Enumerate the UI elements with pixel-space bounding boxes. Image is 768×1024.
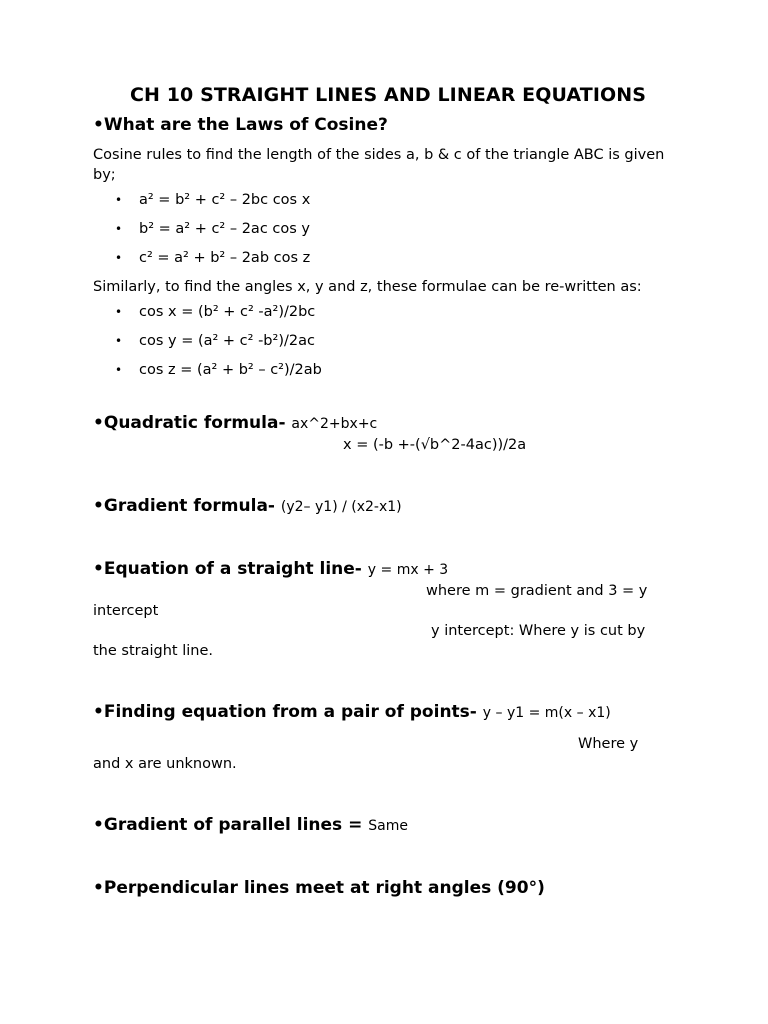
parallel-section: [93, 814, 673, 837]
straight-line-note2a: y intercept: Where y is cut by: [431, 623, 646, 639]
cosine-heading: •What are the Laws of Cosine?: [93, 115, 388, 135]
perpendicular-section: [93, 877, 673, 899]
straight-line-heading: [93, 558, 673, 581]
gradient-heading-label: •Gradient formula-: [93, 496, 275, 516]
perpendicular-heading: •Perpendicular lines meet at right angles (90°): [93, 878, 545, 898]
gradient-formula: (y2– y1) / (x2-x1): [280, 499, 402, 515]
quadratic-heading-label: •Quadratic formula-: [93, 413, 286, 433]
quadratic-solution: x = (-b +-(√b^2-4ac))/2a: [343, 437, 527, 453]
pair-points-note-a: Where y: [578, 736, 639, 752]
pair-points-heading-label: •Finding equation from a pair of points-: [93, 702, 477, 722]
pair-points-note-b: and x are unknown.: [93, 756, 237, 772]
angle-rules-list: [93, 302, 673, 380]
pair-points-formula: y – y1 = m(x – x1): [482, 705, 611, 721]
cosine-rules-list: [93, 190, 673, 268]
parallel-heading: [93, 814, 673, 837]
gradient-heading: [93, 495, 673, 518]
quadratic-section: [93, 412, 673, 455]
angles-intro: Similarly, to find the angles x, y and z, these formulae can be re-written as:: [93, 279, 642, 295]
straight-line-formula: y = mx + 3: [367, 562, 449, 578]
list-item: • cos y = (a² + c² -b²)/2ac: [93, 331, 673, 351]
list-item: • a² = b² + c² – 2bc cos x: [93, 190, 673, 210]
straight-line-heading-label: •Equation of a straight line-: [93, 559, 362, 579]
parallel-value: Same: [368, 818, 408, 834]
list-item: • cos z = (a² + b² – c²)/2ab: [93, 360, 673, 380]
straight-line-note1a: where m = gradient and 3 = y: [426, 583, 648, 599]
gradient-section: [93, 495, 673, 518]
quadratic-heading: [93, 412, 673, 435]
document-page: [93, 84, 673, 899]
pair-points-heading: [93, 701, 673, 724]
cosine-intro: Cosine rules to find the length of the sides a, b & c of the triangle ABC is given by;: [93, 147, 665, 183]
parallel-heading-label: •Gradient of parallel lines =: [93, 815, 363, 835]
straight-line-note1b: intercept: [93, 603, 159, 619]
pair-points-section: [93, 701, 673, 774]
list-item: • cos x = (b² + c² -a²)/2bc: [93, 302, 673, 322]
list-item: • b² = a² + c² – 2ac cos y: [93, 219, 673, 239]
quadratic-expression: ax^2+bx+c: [291, 416, 378, 432]
straight-line-note2b: the straight line.: [93, 643, 213, 659]
page-title: CH 10 STRAIGHT LINES AND LINEAR EQUATIONS: [129, 84, 647, 106]
straight-line-section: [93, 558, 673, 661]
list-item: • c² = a² + b² – 2ab cos z: [93, 248, 673, 268]
